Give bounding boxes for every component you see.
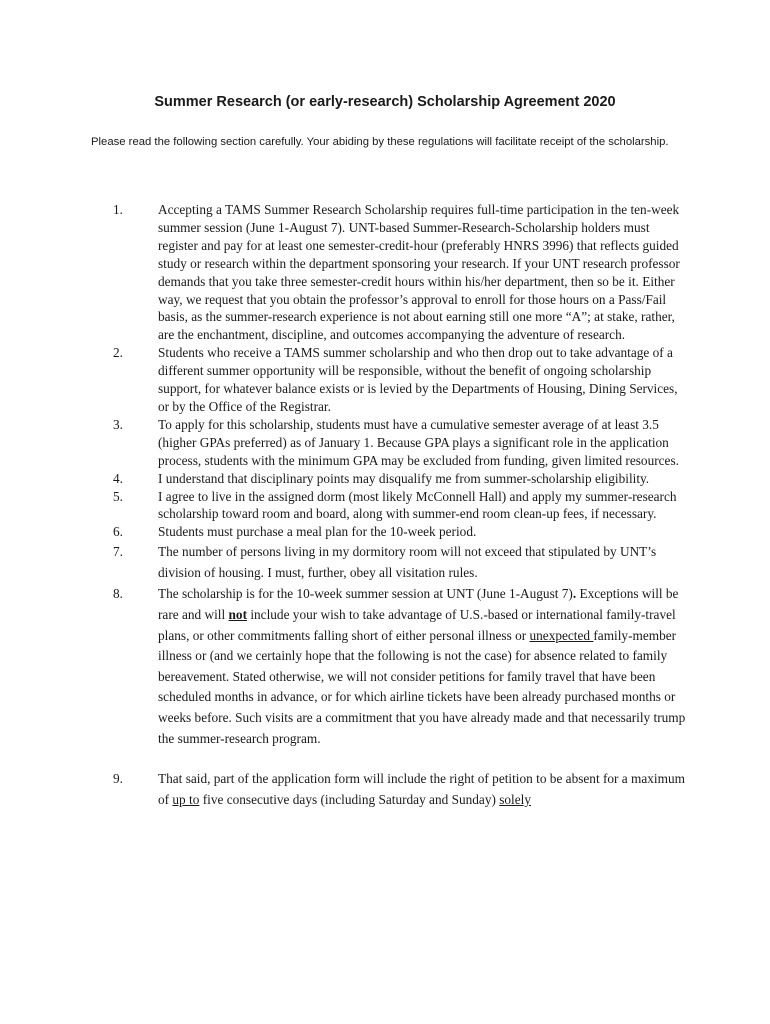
emphasis-up-to: up to (172, 791, 200, 807)
list-item-5 (90, 488, 690, 524)
item-text: I agree to live in the assigned dorm (most likely McConnell Hall) and apply my summer-research scholarship toward room and board, along with summer-end room clean-up fees, if necessary. (158, 488, 677, 522)
item-text: To apply for this scholarship, students must have a cumulative semester average of at least 3.5 (higher GPAs preferred) as of January 1. Because GPA plays a significant role in the application process, students with the minimum GPA may be excluded from funding, given limited resources. (158, 416, 679, 468)
item-text: Accepting a TAMS Summer Research Scholarship requires full-time participation in the ten-week summer session (June 1-August 7). UNT-based Summer-Research-Scholarship holders must register and pay for at least one semester-credit-hour (preferably HNRS 3996) that reflects guided study or research within the department sponsoring your research. If your UNT research professor demands that you take three semester-credit hours within his/her department, then so be it. Either way, we request that you obtain the professor’s approval to enroll for those hours on a Pass/Fail basis, as the summer-research experience is not about earning still one more “A”; at stake, rather, are the enchantment, discipline, and outcomes accompanying the adventure of research. (158, 202, 680, 343)
item-number: 4. (113, 470, 123, 486)
item-number: 9. (113, 771, 123, 787)
item-text: Students must purchase a meal plan for the 10-week period. (158, 524, 477, 540)
intro-paragraph: Please read the following section carefully. Your abiding by these regulations will facilitate receipt of the scholarship. (91, 136, 669, 148)
item-number: 6. (113, 524, 123, 540)
list-item-6 (90, 523, 690, 541)
item-text: The scholarship is for the 10-week summer session at UNT (June 1-August 7). Exceptions will be rare and will not include your wish to take advantage of U.S.-based or international family-travel plans, or other commitments falling short of either personal illness or unexpected family-member illness or (and we certainly hope that the following is not the case) for absence related to family bereavement. Stated otherwise, we will not consider petitions for family travel that have been scheduled months in advance, or for which airline tickets have been already purchased months or weeks before. Such visits are a commitment that you have already made and that necessarily trump the summer-research program. (158, 586, 686, 746)
list-item-9 (90, 769, 690, 810)
emphasis-solely: solely (499, 791, 531, 807)
agreement-list (90, 201, 690, 810)
list-item-4 (90, 470, 690, 488)
list-item-2 (90, 344, 690, 416)
document-title: Summer Research (or early-research) Scholarship Agreement 2020 (154, 94, 616, 110)
item-text: That said, part of the application form will include the right of petition to be absent for a maximum of up to five consecutive days (including Saturday and Sunday) solely (158, 771, 685, 807)
item-number: 7. (113, 544, 123, 560)
item-number: 3. (113, 416, 123, 432)
item-number: 1. (113, 202, 123, 217)
emphasis-not: not (228, 607, 248, 622)
item-text: Students who receive a TAMS summer scholarship and who then drop out to take advantage of a different summer opportunity will be responsible, without the benefit of ongoing scholarship support, for whatever balance exists or is levied by the Departments of Housing, Dining Services, or by the Office of the Registrar. (158, 345, 678, 414)
item-number: 2. (113, 345, 123, 361)
list-item-3 (90, 416, 690, 470)
list-item-8 (90, 584, 690, 749)
emphasis-unexpected: unexpected (529, 627, 594, 643)
list-item-7 (90, 542, 690, 583)
item-number: 5. (113, 488, 123, 504)
item-number: 8. (113, 586, 123, 602)
list-item-1 (90, 201, 690, 344)
item-text: The number of persons living in my dormitory room will not exceed that stipulated by UNT’s division of housing. I must, further, obey all visitation rules. (158, 544, 657, 580)
item-text: I understand that disciplinary points may disqualify me from summer-scholarship eligibility. (158, 470, 650, 486)
